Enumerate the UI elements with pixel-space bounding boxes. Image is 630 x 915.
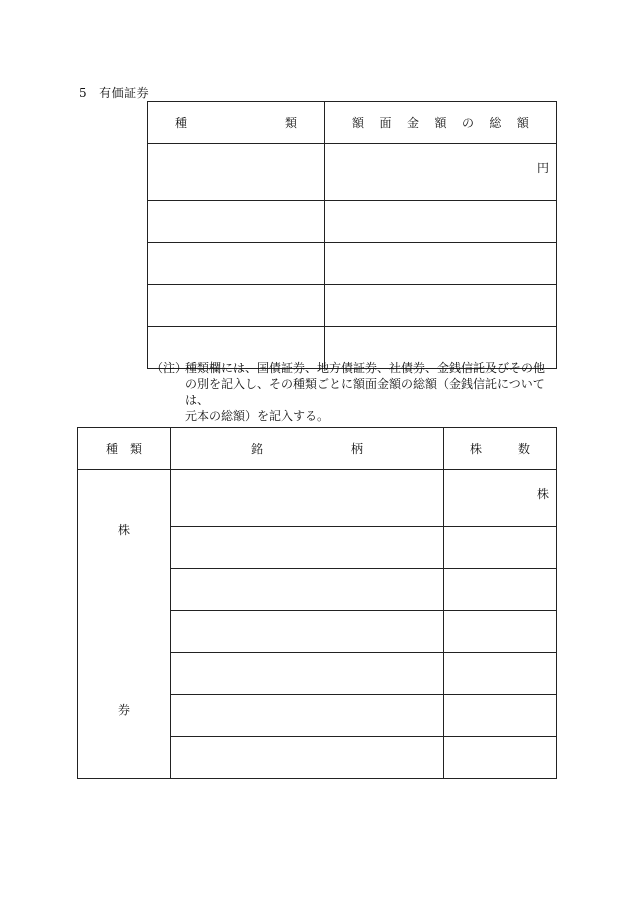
brand-input-cell[interactable] bbox=[171, 527, 444, 569]
note-line: 元本の総額）を記入する。 bbox=[185, 409, 330, 423]
section-number: 5 bbox=[79, 86, 88, 100]
shares-input-cell[interactable] bbox=[444, 569, 557, 611]
section-heading bbox=[79, 84, 149, 101]
total-input-cell[interactable] bbox=[325, 243, 557, 285]
shares-input-cell[interactable] bbox=[444, 611, 557, 653]
kind-input-cell[interactable] bbox=[148, 144, 325, 201]
header-kind-char: 類 bbox=[284, 116, 297, 130]
brand-input-cell[interactable] bbox=[171, 695, 444, 737]
brand-input-cell[interactable] bbox=[171, 470, 444, 527]
header-kind-cell bbox=[78, 428, 171, 470]
shares-input-cell[interactable] bbox=[444, 653, 557, 695]
shares-input-cell[interactable] bbox=[444, 737, 557, 779]
shares-input-cell[interactable] bbox=[444, 695, 557, 737]
brand-input-cell[interactable] bbox=[171, 653, 444, 695]
brand-input-cell[interactable] bbox=[171, 611, 444, 653]
kind-input-cell[interactable] bbox=[148, 243, 325, 285]
note-mark: （注） bbox=[151, 361, 188, 375]
table-row bbox=[148, 243, 557, 285]
shares-input-cell[interactable] bbox=[444, 527, 557, 569]
kind-input-cell[interactable] bbox=[148, 201, 325, 243]
header-kind-cell bbox=[148, 102, 325, 144]
total-input-cell[interactable] bbox=[325, 201, 557, 243]
brand-input-cell[interactable] bbox=[171, 737, 444, 779]
stocks-header-row bbox=[78, 428, 557, 470]
kind-input-cell[interactable] bbox=[148, 285, 325, 327]
stocks-table bbox=[77, 427, 557, 779]
header-total-cell bbox=[325, 102, 557, 144]
header-total-char: の bbox=[461, 116, 474, 130]
table-row bbox=[78, 470, 557, 527]
table-row bbox=[148, 144, 557, 201]
header-brand-char: 柄 bbox=[350, 442, 363, 456]
header-kind-char: 種 bbox=[106, 442, 119, 456]
header-brand-char: 銘 bbox=[251, 442, 264, 456]
note-line: の別を記入し、その種類ごとに額面金額の総額（金銭信託については、 bbox=[185, 377, 545, 407]
table-row bbox=[148, 201, 557, 243]
brand-input-cell[interactable] bbox=[171, 569, 444, 611]
securities-header-row bbox=[148, 102, 557, 144]
table-row bbox=[148, 285, 557, 327]
header-total-char: 面 bbox=[379, 116, 392, 130]
note-line: 種類欄には、国債証券、地方債証券、社債券、金銭信託及びその他 bbox=[185, 361, 546, 375]
header-shares-cell bbox=[444, 428, 557, 470]
header-total-char: 金 bbox=[406, 116, 419, 130]
header-kind-char: 類 bbox=[129, 442, 142, 456]
total-input-cell[interactable]: 円 bbox=[325, 144, 557, 201]
header-brand-cell bbox=[171, 428, 444, 470]
kind-label-top: 株 bbox=[117, 523, 130, 537]
header-total-char: 総 bbox=[489, 116, 502, 130]
kind-label-bottom: 券 bbox=[117, 703, 130, 717]
total-input-cell[interactable] bbox=[325, 285, 557, 327]
header-shares-char: 株 bbox=[470, 442, 483, 456]
securities-table bbox=[147, 101, 557, 369]
section-title: 有価証券 bbox=[99, 86, 150, 100]
header-shares-char: 数 bbox=[517, 442, 530, 456]
header-total-char: 額 bbox=[352, 116, 365, 130]
header-total-char: 額 bbox=[516, 116, 529, 130]
header-kind-char: 種 bbox=[175, 116, 188, 130]
shares-input-cell[interactable]: 株 bbox=[444, 470, 557, 527]
header-total-char: 額 bbox=[434, 116, 447, 130]
note-block bbox=[151, 360, 561, 424]
stock-kind-cell bbox=[78, 470, 171, 779]
